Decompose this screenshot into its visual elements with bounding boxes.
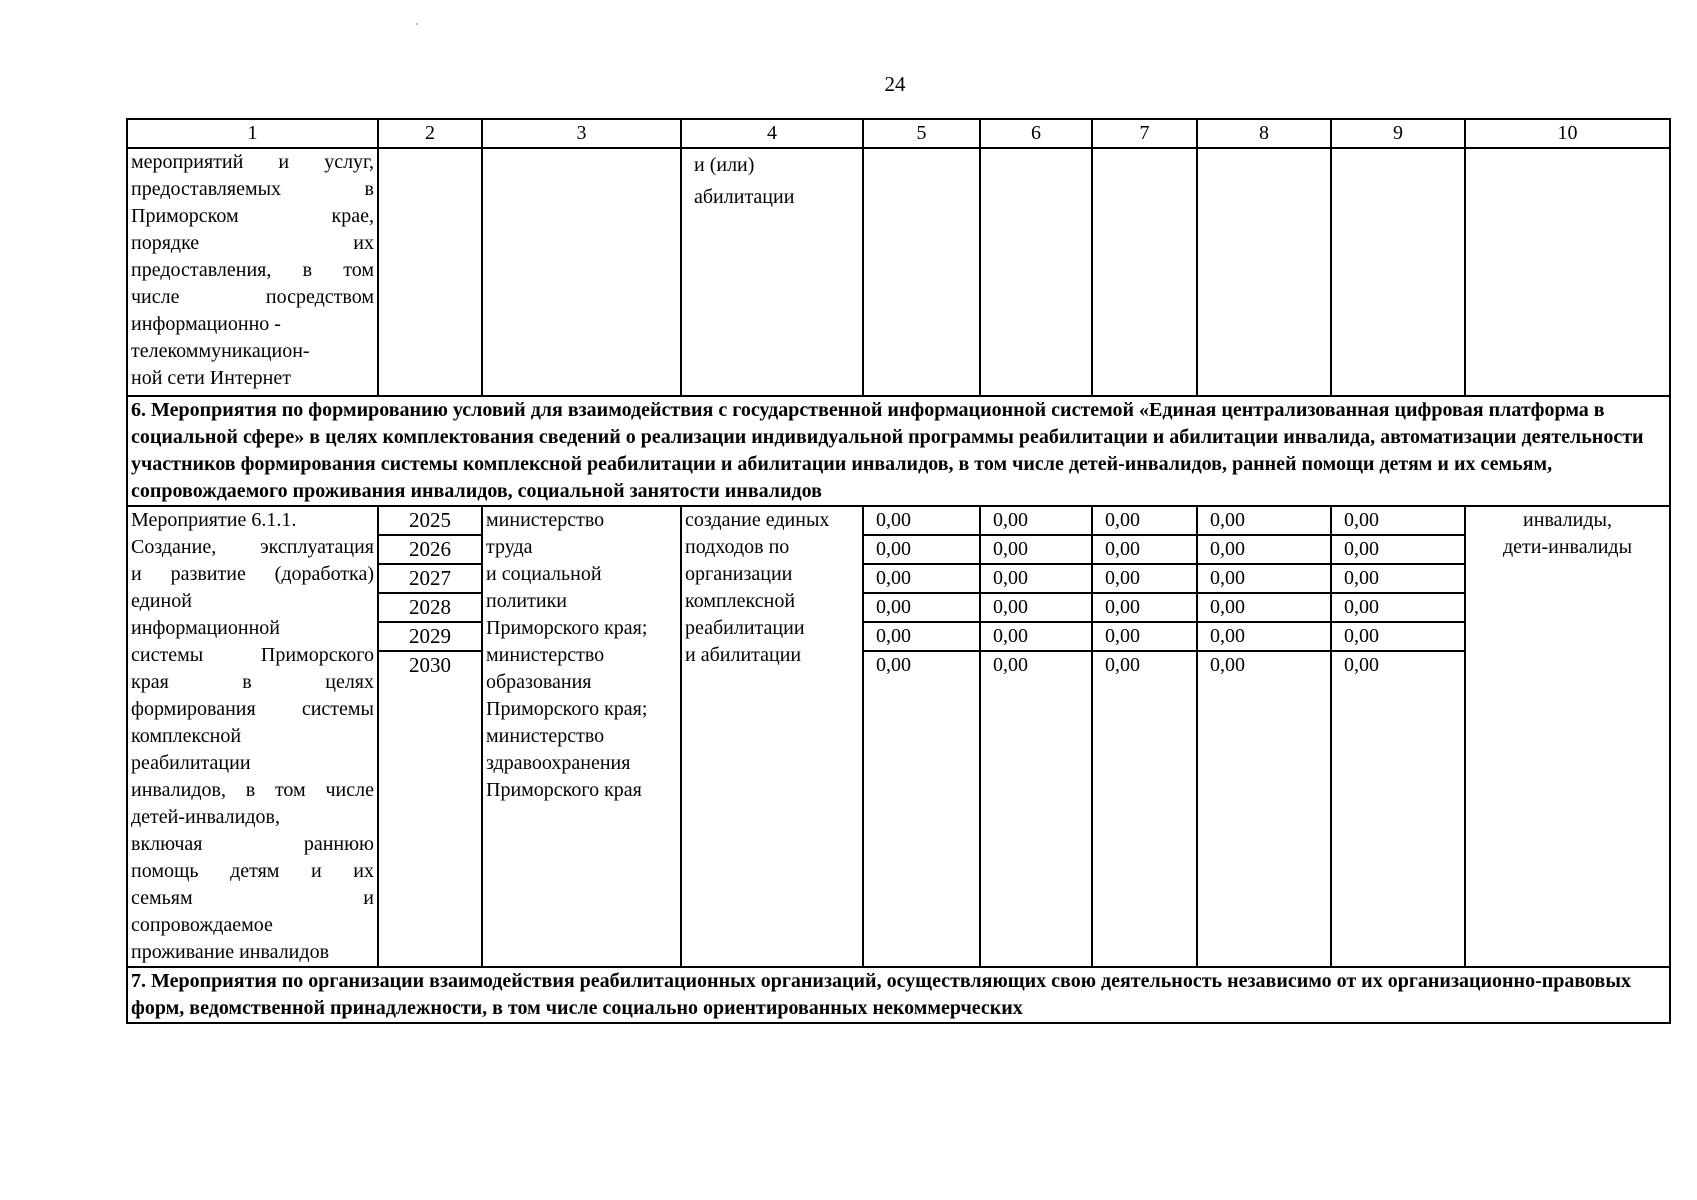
year-2029: 2029 [379, 623, 481, 652]
section-6-heading: 6. Мероприятия по формированию условий для взаимодействия с государственной информационной системой «Единая централизованная цифровая платформа в социальной сфере» в целях комплектования сведений о реализации индивидуальной программы реабилитации и абилитации инвалида, автоматизации деятельности участников формирования системы комплексной реабилитации и абилитации инвалидов, в том числе детей-инвалидов, ранней помощи детям и их семьям, сопровождаемого проживания инвалидов, социальной занятости инвалидов [127, 396, 1670, 506]
page-number: 24 [884, 72, 906, 96]
column-number-row [127, 119, 1670, 148]
values-col7 [1092, 506, 1197, 967]
value-cell: 0,00 [1093, 623, 1196, 652]
value-cell: 0,00 [1093, 594, 1196, 623]
expected-result: создание единых подходов по организации комплексной реабилитации и абилитации [681, 506, 863, 967]
continued-row [127, 148, 1670, 396]
value-cell: 0,00 [864, 594, 979, 623]
col-header-8: 8 [1197, 119, 1331, 148]
section-7-heading: 7. Мероприятия по организации взаимодействия реабилитационных организаций, осуществляющих свою деятельность независимо от их организационно-правовых форм, ведомственной принадлежности, в том числе социально ориентированных некоммерческих [127, 967, 1670, 1023]
value-cell: 0,00 [981, 507, 1091, 536]
value-cell: 0,00 [1093, 507, 1196, 536]
col-header-5: 5 [863, 119, 980, 148]
target-group: инвалиды, дети-инвалиды [1465, 506, 1670, 967]
continued-col4: и (или) абилитации [681, 148, 863, 396]
col-header-10: 10 [1465, 119, 1670, 148]
continued-col2 [378, 148, 482, 396]
continued-col6 [980, 148, 1092, 396]
value-cell: 0,00 [1198, 623, 1330, 652]
value-cell: 0,00 [1198, 536, 1330, 565]
year-2026: 2026 [379, 536, 481, 565]
col-header-6: 6 [980, 119, 1092, 148]
value-cell: 0,00 [864, 536, 979, 565]
value-cell: 0,00 [864, 507, 979, 536]
col-header-2: 2 [378, 119, 482, 148]
measure-6-1-1-description: Мероприятие 6.1.1. Создание, эксплуатация и развитие (доработка) единой информационной системы Приморского края в целях формирования системы комплексной реабилитации инвалидов, в том числе детей-инвалидов, включая раннюю помощь детям и их семьям и сопровождаемое проживание инвалидов [127, 506, 378, 967]
year-column [378, 506, 482, 967]
value-cell: 0,00 [1332, 623, 1464, 652]
value-cell: 0,00 [1332, 507, 1464, 536]
year-2027: 2027 [379, 565, 481, 594]
value-cell: 0,00 [1093, 565, 1196, 594]
values-col5 [863, 506, 980, 967]
program-table [126, 118, 1671, 1024]
value-cell: 0,00 [981, 565, 1091, 594]
continued-col3 [482, 148, 681, 396]
value-cell: 0,00 [1105, 654, 1140, 676]
continued-col5 [863, 148, 980, 396]
col-header-3: 3 [482, 119, 681, 148]
year-2028: 2028 [379, 594, 481, 623]
measure-6-1-1-row [127, 506, 1670, 967]
section-6-row [127, 396, 1670, 506]
value-cell: 0,00 [993, 654, 1028, 676]
value-cell: 0,00 [864, 565, 979, 594]
values-col9 [1331, 506, 1465, 967]
value-cell: 0,00 [1198, 594, 1330, 623]
value-cell: 0,00 [981, 594, 1091, 623]
col-header-4: 4 [681, 119, 863, 148]
value-cell: 0,00 [1332, 536, 1464, 565]
value-cell: 0,00 [981, 623, 1091, 652]
scan-artifact [416, 23, 418, 25]
col-header-7: 7 [1092, 119, 1197, 148]
continued-col9 [1331, 148, 1465, 396]
year-2030: 2030 [409, 653, 451, 677]
col-header-9: 9 [1331, 119, 1465, 148]
continued-col8 [1197, 148, 1331, 396]
continued-col10 [1465, 148, 1670, 396]
col-header-1: 1 [127, 119, 378, 148]
value-cell: 0,00 [1332, 565, 1464, 594]
value-cell: 0,00 [1344, 654, 1379, 676]
section-7-row [127, 967, 1670, 1023]
values-col8 [1197, 506, 1331, 967]
continued-col7 [1092, 148, 1197, 396]
value-cell: 0,00 [1198, 507, 1330, 536]
value-cell: 0,00 [1093, 536, 1196, 565]
values-col6 [980, 506, 1092, 967]
responsible-executors: министерство труда и социальной политики Приморского края; министерство образования Приморского края; министерство здравоохранения Приморского края [482, 506, 681, 967]
value-cell: 0,00 [981, 536, 1091, 565]
value-cell: 0,00 [864, 623, 979, 652]
value-cell: 0,00 [1332, 594, 1464, 623]
value-cell: 0,00 [1198, 565, 1330, 594]
value-cell: 0,00 [876, 654, 911, 676]
continued-description: мероприятий и услуг, предоставляемых в Приморском крае, порядке их предоставления, в том числе посредством информационно - телекоммуникацион- ной сети Интернет [127, 148, 378, 396]
value-cell: 0,00 [1210, 654, 1245, 676]
year-2025: 2025 [379, 507, 481, 536]
